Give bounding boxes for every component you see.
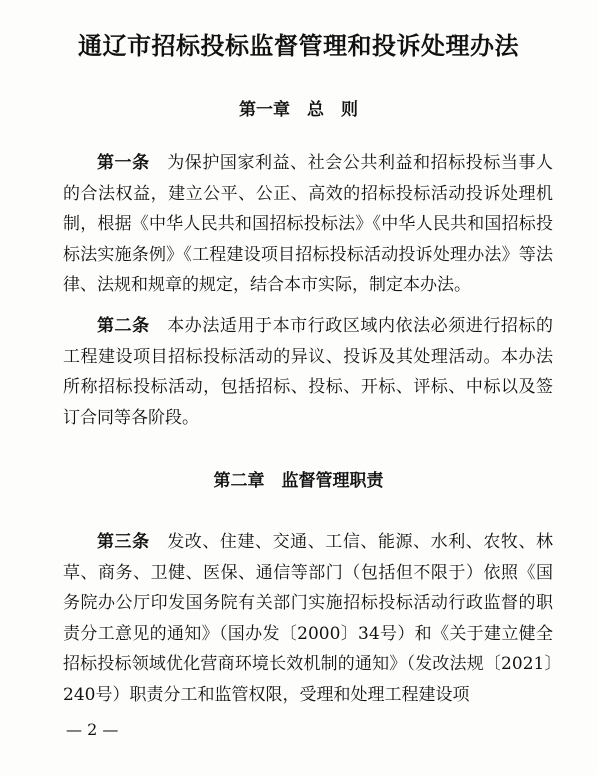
article-2 (63, 311, 553, 433)
article-1-text: 为保护国家利益、社会公共利益和招标投标当事人的合法权益，建立公平、公正、高效的招标投标活动投诉处理机制，根据《中华人民共和国招标投标法》《中华人民共和国招标投标法实施条例》《工程建设项目招标投标活动投诉处理办法》等法律、法规和规章的规定，结合本市实际，制定本办法。 (63, 153, 554, 295)
article-1 (63, 148, 553, 301)
chapter-2-heading: 第二章 监督管理职责 (213, 471, 384, 491)
document-title: 通辽市招标投标监督管理和投诉处理办法 (78, 31, 519, 60)
article-2-text: 本办法适用于本市行政区域内依法必须进行招标的工程建设项目招标投标活动的异议、投诉及其处理活动。本办法所称招标投标活动，包括招标、投标、开标、评标、中标以及签订合同等各阶段。 (63, 316, 554, 428)
chapter-1-heading: 第一章 总 则 (239, 100, 358, 120)
article-3 (63, 527, 553, 710)
article-2-label: 第二条 (97, 316, 150, 336)
article-3-text: 发改、住建、交通、工信、能源、水利、农牧、林草、商务、卫健、医保、通信等部门（包括但不限于）依照《国务院办公厅印发国务院有关部门实施招标投标活动行政监督的职责分工意见的通知》（国办发〔2000〕34号）和《关于建立健全招标投标领域优化营商环境长效机制的通知》（发改法规〔2021〕240号）职责分工和监管权限，受理和处理工程建设项 (63, 532, 554, 705)
page-number: — 2 — (66, 720, 119, 739)
article-1-label: 第一条 (97, 153, 150, 173)
article-3-label: 第三条 (97, 532, 150, 552)
